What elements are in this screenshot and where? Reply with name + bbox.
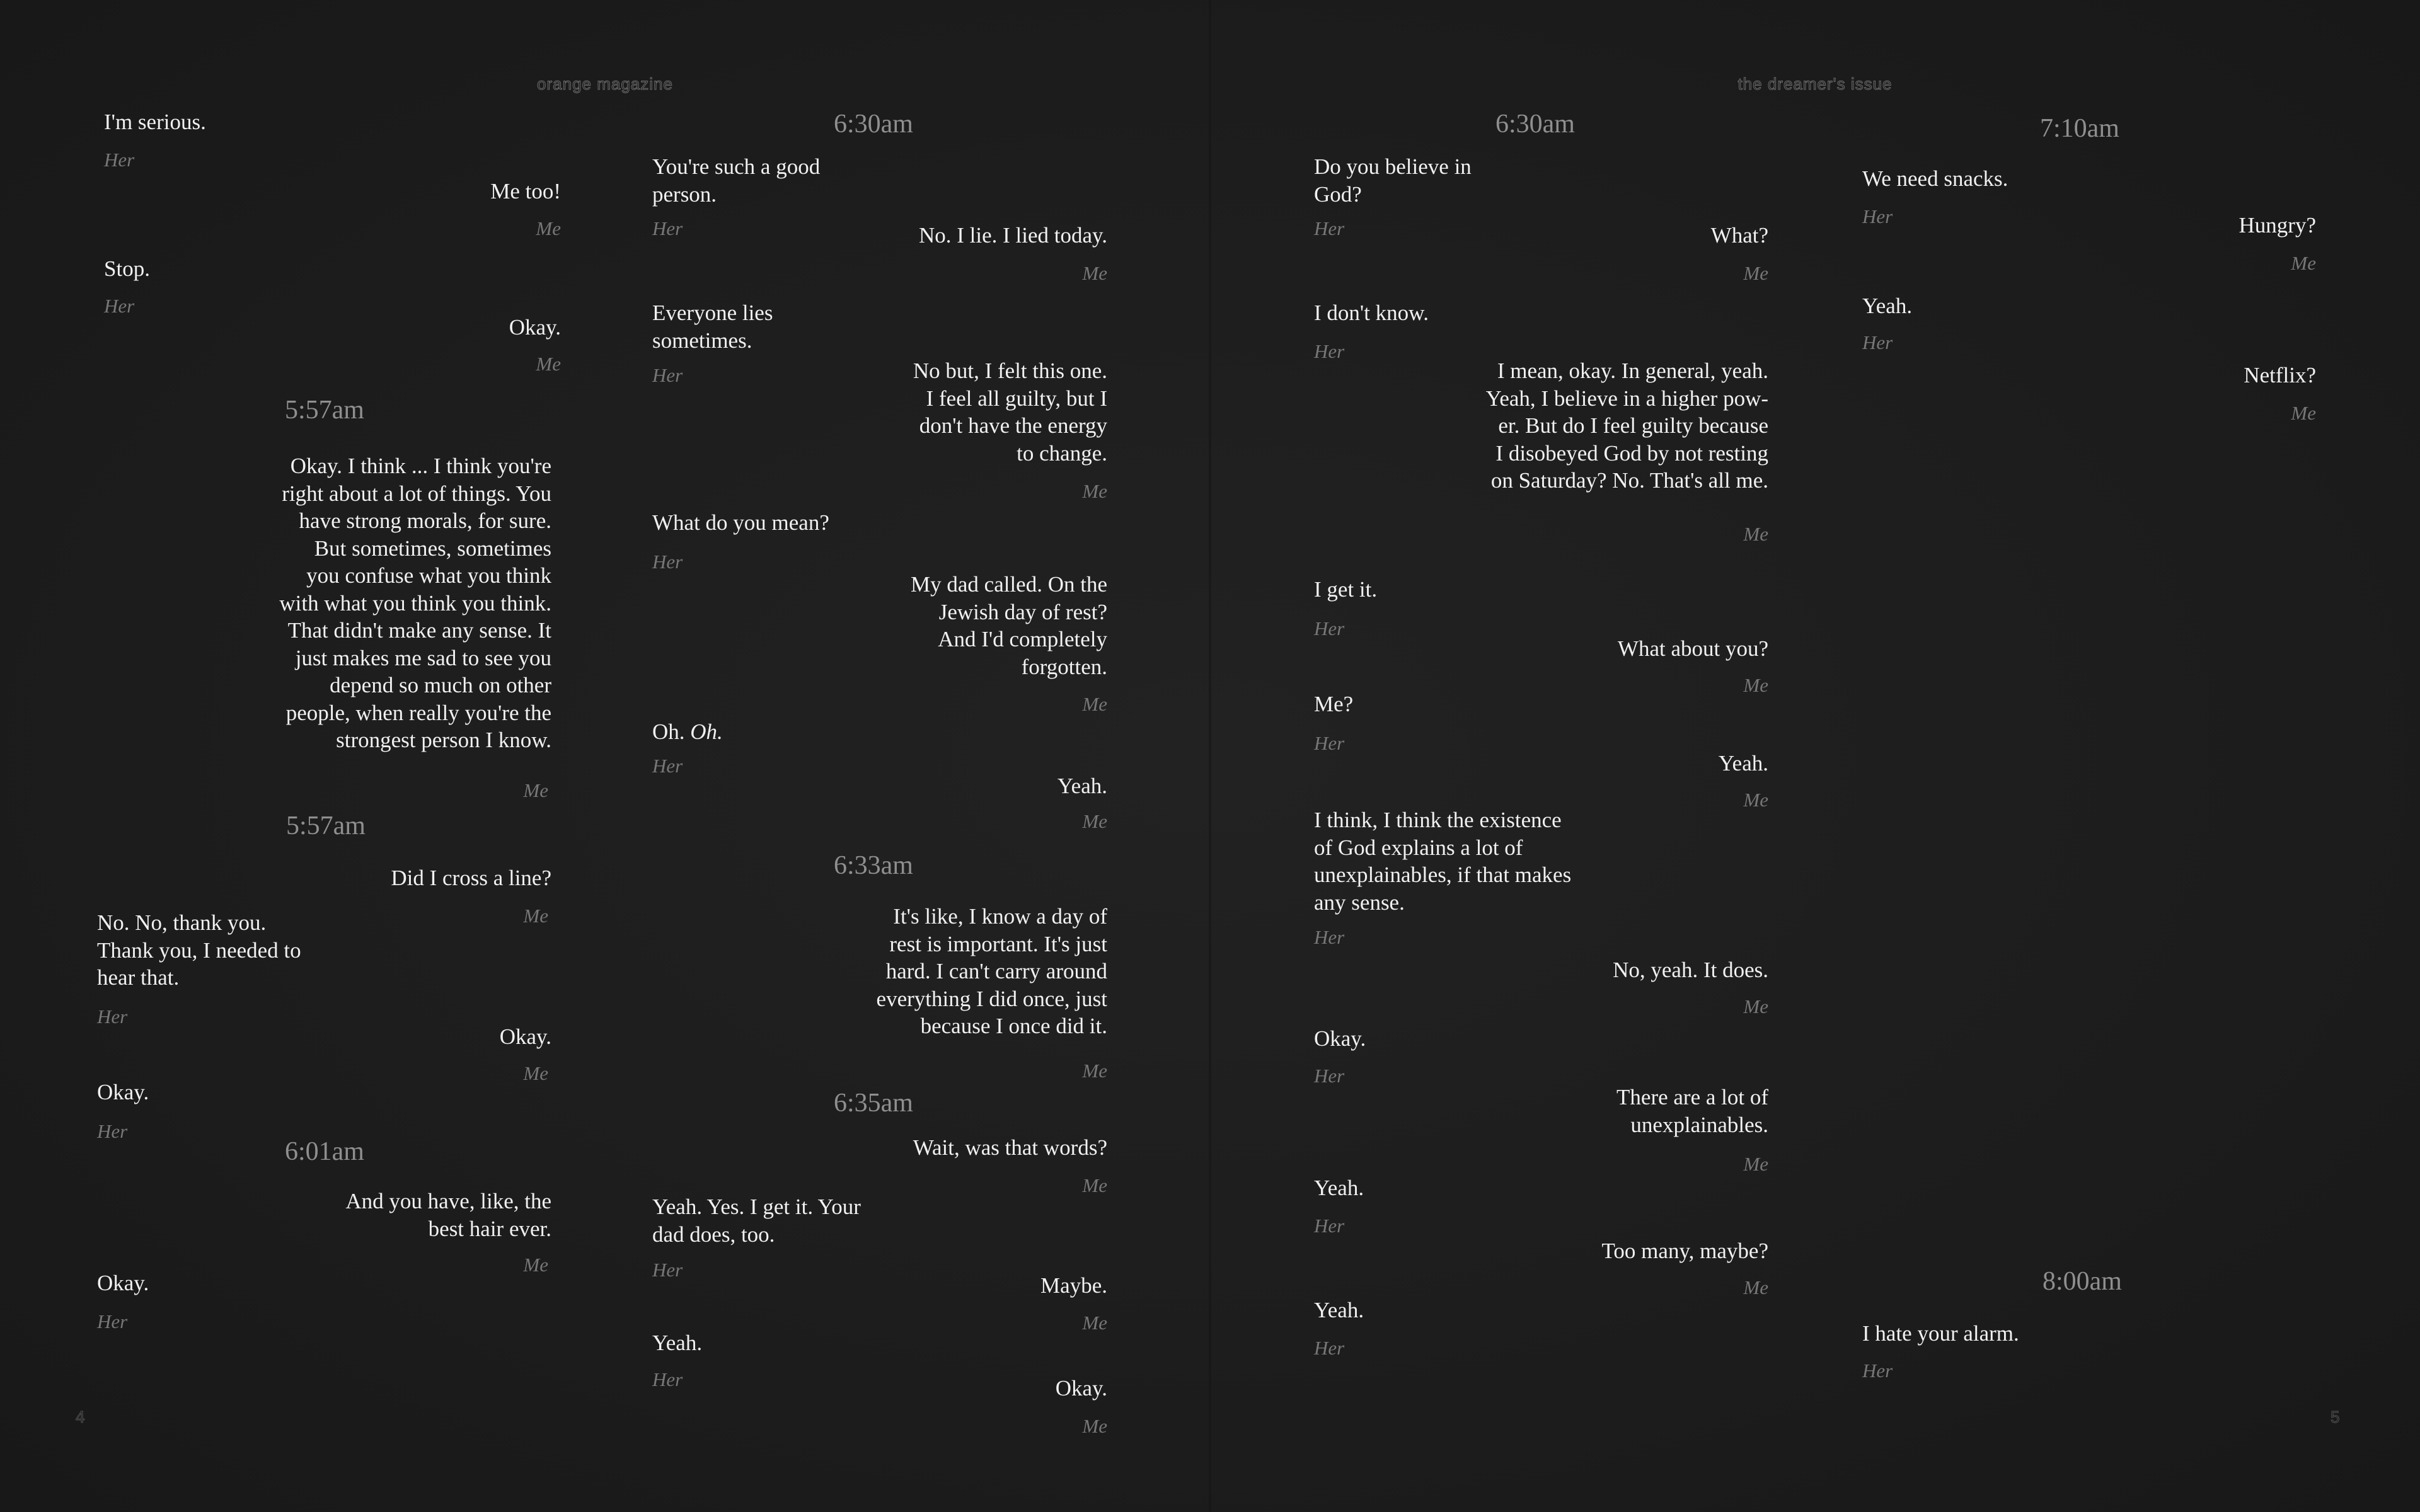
speaker-label-me: Me	[523, 1254, 548, 1276]
speaker-label-her: Her	[652, 755, 683, 777]
message-me: Yeah.	[1057, 774, 1107, 798]
speaker-label-me: Me	[1743, 995, 1768, 1017]
speaker-label-her: Her	[104, 149, 135, 171]
speaker-label-me: Me	[1743, 1153, 1768, 1175]
speaker-label-her: Her	[652, 551, 683, 573]
speaker-label-her: Her	[652, 1259, 683, 1281]
speaker-label-me: Me	[1743, 789, 1768, 811]
message-her: Okay.	[97, 1080, 149, 1104]
speaker-label-me: Me	[523, 905, 548, 927]
speaker-label-me: Me	[1082, 810, 1107, 832]
speaker-label-her: Her	[652, 217, 683, 239]
message-her: I think, I think the existence of God explains a lot of unexplainables, if that makes any sense.	[1314, 808, 1572, 915]
message-me: Yeah.	[1718, 751, 1768, 776]
time-label: 6:01am	[285, 1137, 364, 1166]
speaker-label-her: Her	[1314, 217, 1345, 239]
speaker-label-her: Her	[1314, 1337, 1345, 1359]
speaker-label-her: Her	[97, 1120, 128, 1142]
message-me: Hungry?	[2238, 213, 2316, 238]
column-4	[1862, 0, 2316, 1512]
message-me: Me too!	[490, 179, 561, 203]
speaker-label-me: Me	[1082, 1312, 1107, 1334]
speaker-label-her: Her	[1862, 205, 1893, 227]
message-me: Too many, maybe?	[1601, 1239, 1768, 1263]
message-me: Wait, was that words?	[913, 1135, 1107, 1160]
message-her: Do you believe in God?	[1314, 154, 1472, 207]
speaker-label-me: Me	[536, 217, 561, 239]
message-her: No. No, thank you. Thank you, I needed to hear that.	[97, 910, 301, 990]
time-label: 5:57am	[286, 811, 366, 840]
column-1	[95, 0, 561, 1512]
message-me: There are a lot of unexplainables.	[1616, 1085, 1768, 1137]
message-her: I get it.	[1314, 577, 1378, 602]
speaker-label-her: Her	[1314, 1215, 1345, 1237]
message-me: No, yeah. It does.	[1613, 958, 1768, 982]
message-her: Yeah.	[652, 1331, 703, 1355]
message-her: What do you mean?	[652, 510, 829, 535]
speaker-label-her: Her	[1314, 340, 1345, 362]
message-her: Stop.	[104, 256, 150, 281]
message-me: My dad called. On the Jewish day of rest? And I'd completely forgotten.	[911, 572, 1107, 679]
left-running-header: orange magazine	[537, 74, 673, 93]
message-her: I hate your alarm.	[1862, 1321, 2019, 1346]
column-3	[1314, 0, 1768, 1512]
message-me: Okay.	[1055, 1376, 1107, 1400]
speaker-label-me: Me	[1743, 674, 1768, 696]
message-me: No. I lie. I lied today.	[918, 223, 1107, 248]
message-me: No but, I felt this one. I feel all guilty, but I don't have the energy to change.	[913, 358, 1107, 466]
message-her: We need snacks.	[1862, 166, 2008, 191]
speaker-label-her: Her	[1314, 617, 1345, 639]
speaker-label-me: Me	[536, 353, 561, 375]
time-label: 6:30am	[834, 110, 913, 139]
speaker-label-me: Me	[1743, 262, 1768, 284]
message-her: Yeah.	[1314, 1298, 1364, 1322]
speaker-label-me: Me	[1082, 1415, 1107, 1437]
speaker-label-her: Her	[97, 1310, 128, 1332]
message-me: It's like, I know a day of rest is important. It's just hard. I can't carry around everything I did once, just because I once did it.	[876, 904, 1107, 1038]
message-me: Netflix?	[2244, 363, 2316, 387]
speaker-label-her: Her	[1862, 1360, 1893, 1382]
speaker-label-me: Me	[1082, 1060, 1107, 1082]
speaker-label-me: Me	[1082, 262, 1107, 284]
time-label: 6:30am	[1495, 110, 1575, 139]
message-her: Yeah.	[1314, 1176, 1364, 1200]
speaker-label-me: Me	[1082, 1174, 1107, 1196]
speaker-label-her: Her	[1314, 926, 1345, 948]
speaker-label-me: Me	[2291, 252, 2316, 274]
speaker-label-me: Me	[523, 1062, 548, 1084]
speaker-label-me: Me	[1082, 480, 1107, 502]
speaker-label-her: Her	[1314, 1065, 1345, 1087]
message-her: Okay. I think ... I think you're right about a lot of things. You have strong morals, for sure. But sometimes, sometimes you confuse what you think with what you think you think. That didn't make any sense. It just makes me sad to see you depend so much on other people, when really you're the strongest person I know.	[279, 454, 551, 752]
time-label: 6:33am	[834, 851, 913, 880]
message-her: Everyone lies sometimes.	[652, 301, 773, 353]
time-label: 5:57am	[285, 396, 364, 425]
speaker-label-me: Me	[1743, 1276, 1768, 1298]
message-me: Okay.	[499, 1024, 551, 1049]
time-label: 6:35am	[834, 1089, 913, 1118]
message-me: What about you?	[1617, 636, 1768, 661]
message-her: I'm serious.	[104, 110, 206, 134]
right-page-number: 5	[2331, 1407, 2340, 1426]
message-her: Okay.	[1314, 1026, 1366, 1051]
emphasis-text: Oh.	[690, 719, 723, 744]
message-her: Okay.	[97, 1271, 149, 1295]
speaker-label-her: Her	[652, 364, 683, 386]
message-me: Okay.	[509, 315, 561, 340]
message-me: I mean, okay. In general, yeah. Yeah, I believe in a higher pow- er. But do I feel guilty because I disobeyed God by not resting on Saturday? No. That's all me.	[1485, 358, 1768, 493]
message-me: What?	[1710, 223, 1768, 248]
message-her: Yeah. Yes. I get it. Your dad does, too.	[652, 1194, 861, 1247]
column-2	[652, 0, 1107, 1512]
right-running-header: the dreamer's issue	[1737, 74, 1893, 93]
message-her: I don't know.	[1314, 301, 1429, 325]
speaker-label-her: Her	[97, 1005, 128, 1028]
message-her: Oh. Oh.	[652, 719, 723, 744]
page-gutter	[1209, 0, 1211, 1512]
speaker-label-her: Her	[1862, 331, 1893, 353]
speaker-label-me: Me	[523, 779, 548, 801]
left-page-number: 4	[76, 1407, 85, 1426]
message-me: Did I cross a line?	[391, 866, 551, 890]
speaker-label-me: Me	[1082, 693, 1107, 715]
message-her: Yeah.	[1862, 294, 1913, 318]
message-me: And you have, like, the best hair ever.	[345, 1189, 551, 1241]
speaker-label-her: Her	[652, 1368, 683, 1390]
speaker-label-her: Her	[1314, 732, 1345, 754]
speaker-label-me: Me	[1743, 523, 1768, 545]
message-me: Maybe.	[1040, 1273, 1107, 1298]
speaker-label-her: Her	[104, 295, 135, 317]
speaker-label-me: Me	[2291, 402, 2316, 424]
time-label: 7:10am	[2040, 114, 2119, 143]
message-her: You're such a good person.	[652, 154, 821, 207]
time-label: 8:00am	[2043, 1267, 2122, 1296]
message-her: Me?	[1314, 692, 1354, 716]
